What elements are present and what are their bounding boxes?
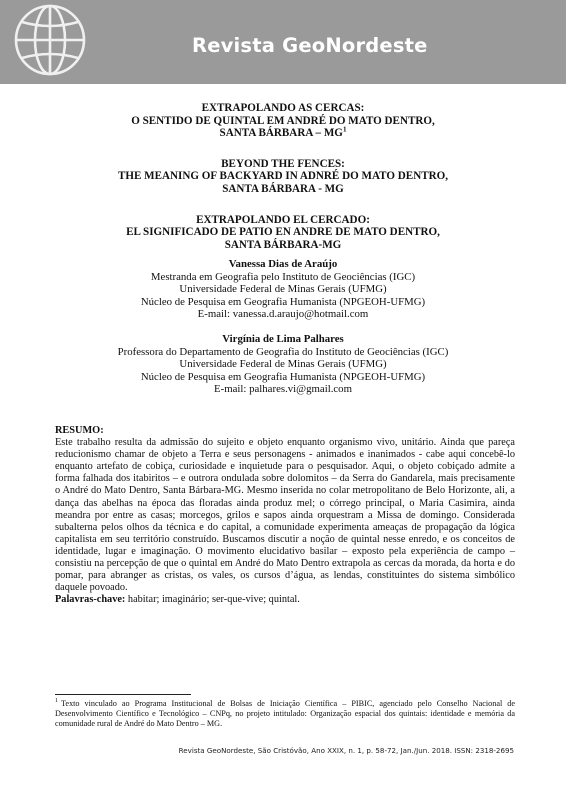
author-list: [0, 258, 566, 408]
author-affiliation: Universidade Federal de Minas Gerais (UFMG): [179, 283, 387, 296]
title-line: THE MEANING OF BACKYARD IN ADNRÉ DO MATO DENTRO,: [117, 170, 449, 183]
title-line: SANTA BÁRBARA - MG: [222, 182, 344, 195]
footnote-divider: [55, 694, 191, 695]
footnote-text: Texto vinculado ao Programa Institucional de Bolsas de Iniciação Científica – PIBIC, agenciado pelo Conselho Nacional de Desenvolvimento Científico e Tecnológico – CNPq, no projeto intitulado: Organização espacial dos quintais: identidade e memória da comunidade rural de André do Mato Dentro – MG.: [55, 699, 515, 729]
author-affiliation: Núcleo de Pesquisa em Geografia Humanista (NPGEOH-UFMG): [140, 295, 426, 308]
footnote-mark: 1: [55, 698, 58, 705]
author-affiliation: Núcleo de Pesquisa em Geografia Humanista (NPGEOH-UFMG): [140, 370, 426, 383]
title-line-text: SANTA BÁRBARA – MG: [219, 127, 343, 140]
title-english: [0, 158, 566, 196]
title-line: [0, 127, 566, 140]
title-line: EXTRAPOLANDO EL CERCADO:: [196, 213, 370, 226]
abstract-heading: RESUMO:: [55, 425, 104, 436]
journal-header: [0, 0, 566, 84]
abstract-body: Este trabalho resulta da admissão do sujeito e objeto enquanto organismo vivo, unitário. Ainda que pareça reducionismo chamar de objeto a Terra e seus personagens - animados e inanimados - cabe aqui concebê-lo enquanto artefato de cobiça, curiosidade e inquietude para o pesquisador. Aqui, o objeto cobiçado admite a forma falhada dos itabiritos – e outrora ondulada sobre dolomitos – da Serra do Gandarela, mais precisamente o André do Mato Dentro, Santa Bárbara-MG. Mesmo inserida no colar metropolitano de Belo Horizonte, ali, a dança das abelhas na época das floradas ainda produz mel; o córrego principal, o Maria Casimira, ainda meandra por entre as casas; morcegos, grilos e sapos ainda orquestram a Missa de domingo. Considerada subalterna pelos olhos da técnica e do capital, a comunidade experimenta ameaças de propagação da lógica capitalista em seu território construído. Buscamos discutir a noção de quintal nesse enredo, e os conceitos de identidade, lugar e imaginação. O movimento elucidativo basilar – exposto pela experiência de campo – consistiu na percepção de que o quintal em André do Mato Dentro extrapola as cercas da morada, da horta e do pomar, para abranger as cristas, os vales, os cursos d’água, as lendas, constituintes do sistema simbólico daquele povoado.: [55, 437, 515, 594]
author-affiliation: Professora do Departamento de Geografia do Instituto de Geociências (IGC): [117, 345, 449, 358]
author-affiliation: Universidade Federal de Minas Gerais (UFMG): [179, 358, 387, 371]
title-line: BEYOND THE FENCES:: [221, 157, 345, 170]
author-block: [0, 333, 566, 396]
globe-logo-icon: [8, 0, 108, 84]
article-titles: [0, 102, 566, 269]
footnote-marker[interactable]: 1: [342, 125, 347, 134]
page-citation: Revista GeoNordeste, São Cristóvão, Ano XXIX, n. 1, p. 58-72, Jan./Jun. 2018. ISSN: 2318-2695: [178, 746, 514, 755]
keywords-label: Palavras-chave:: [55, 594, 126, 606]
title-line: SANTA BÁRBARA-MG: [224, 238, 342, 251]
footnote: [55, 699, 515, 730]
author-name: Vanessa Dias de Araújo: [228, 258, 338, 270]
title-line: O SENTIDO DE QUINTAL EM ANDRÉ DO MATO DENTRO,: [131, 114, 435, 127]
author-affiliation: Mestranda em Geografia pelo Instituto de Geociências (IGC): [150, 270, 416, 283]
keywords-line: [55, 594, 515, 606]
keywords-text: habitar; imaginário; ser-que-vive; quintal.: [125, 594, 300, 606]
journal-name: Revista GeoNordeste: [192, 34, 428, 57]
abstract-section: [55, 425, 515, 606]
author-email[interactable]: E-mail: palhares.vi@gmail.com: [214, 383, 352, 396]
title-line: EL SIGNIFICADO DE PATIO EN ANDRE DE MATO DENTRO,: [126, 226, 440, 239]
author-name: Virgínia de Lima Palhares: [222, 332, 344, 345]
title-spanish: [0, 214, 566, 252]
author-block: [0, 258, 566, 321]
author-email[interactable]: E-mail: vanessa.d.araujo@hotmail.com: [197, 308, 369, 321]
title-line: EXTRAPOLANDO AS CERCAS:: [201, 102, 365, 114]
title-portuguese: [0, 102, 566, 140]
